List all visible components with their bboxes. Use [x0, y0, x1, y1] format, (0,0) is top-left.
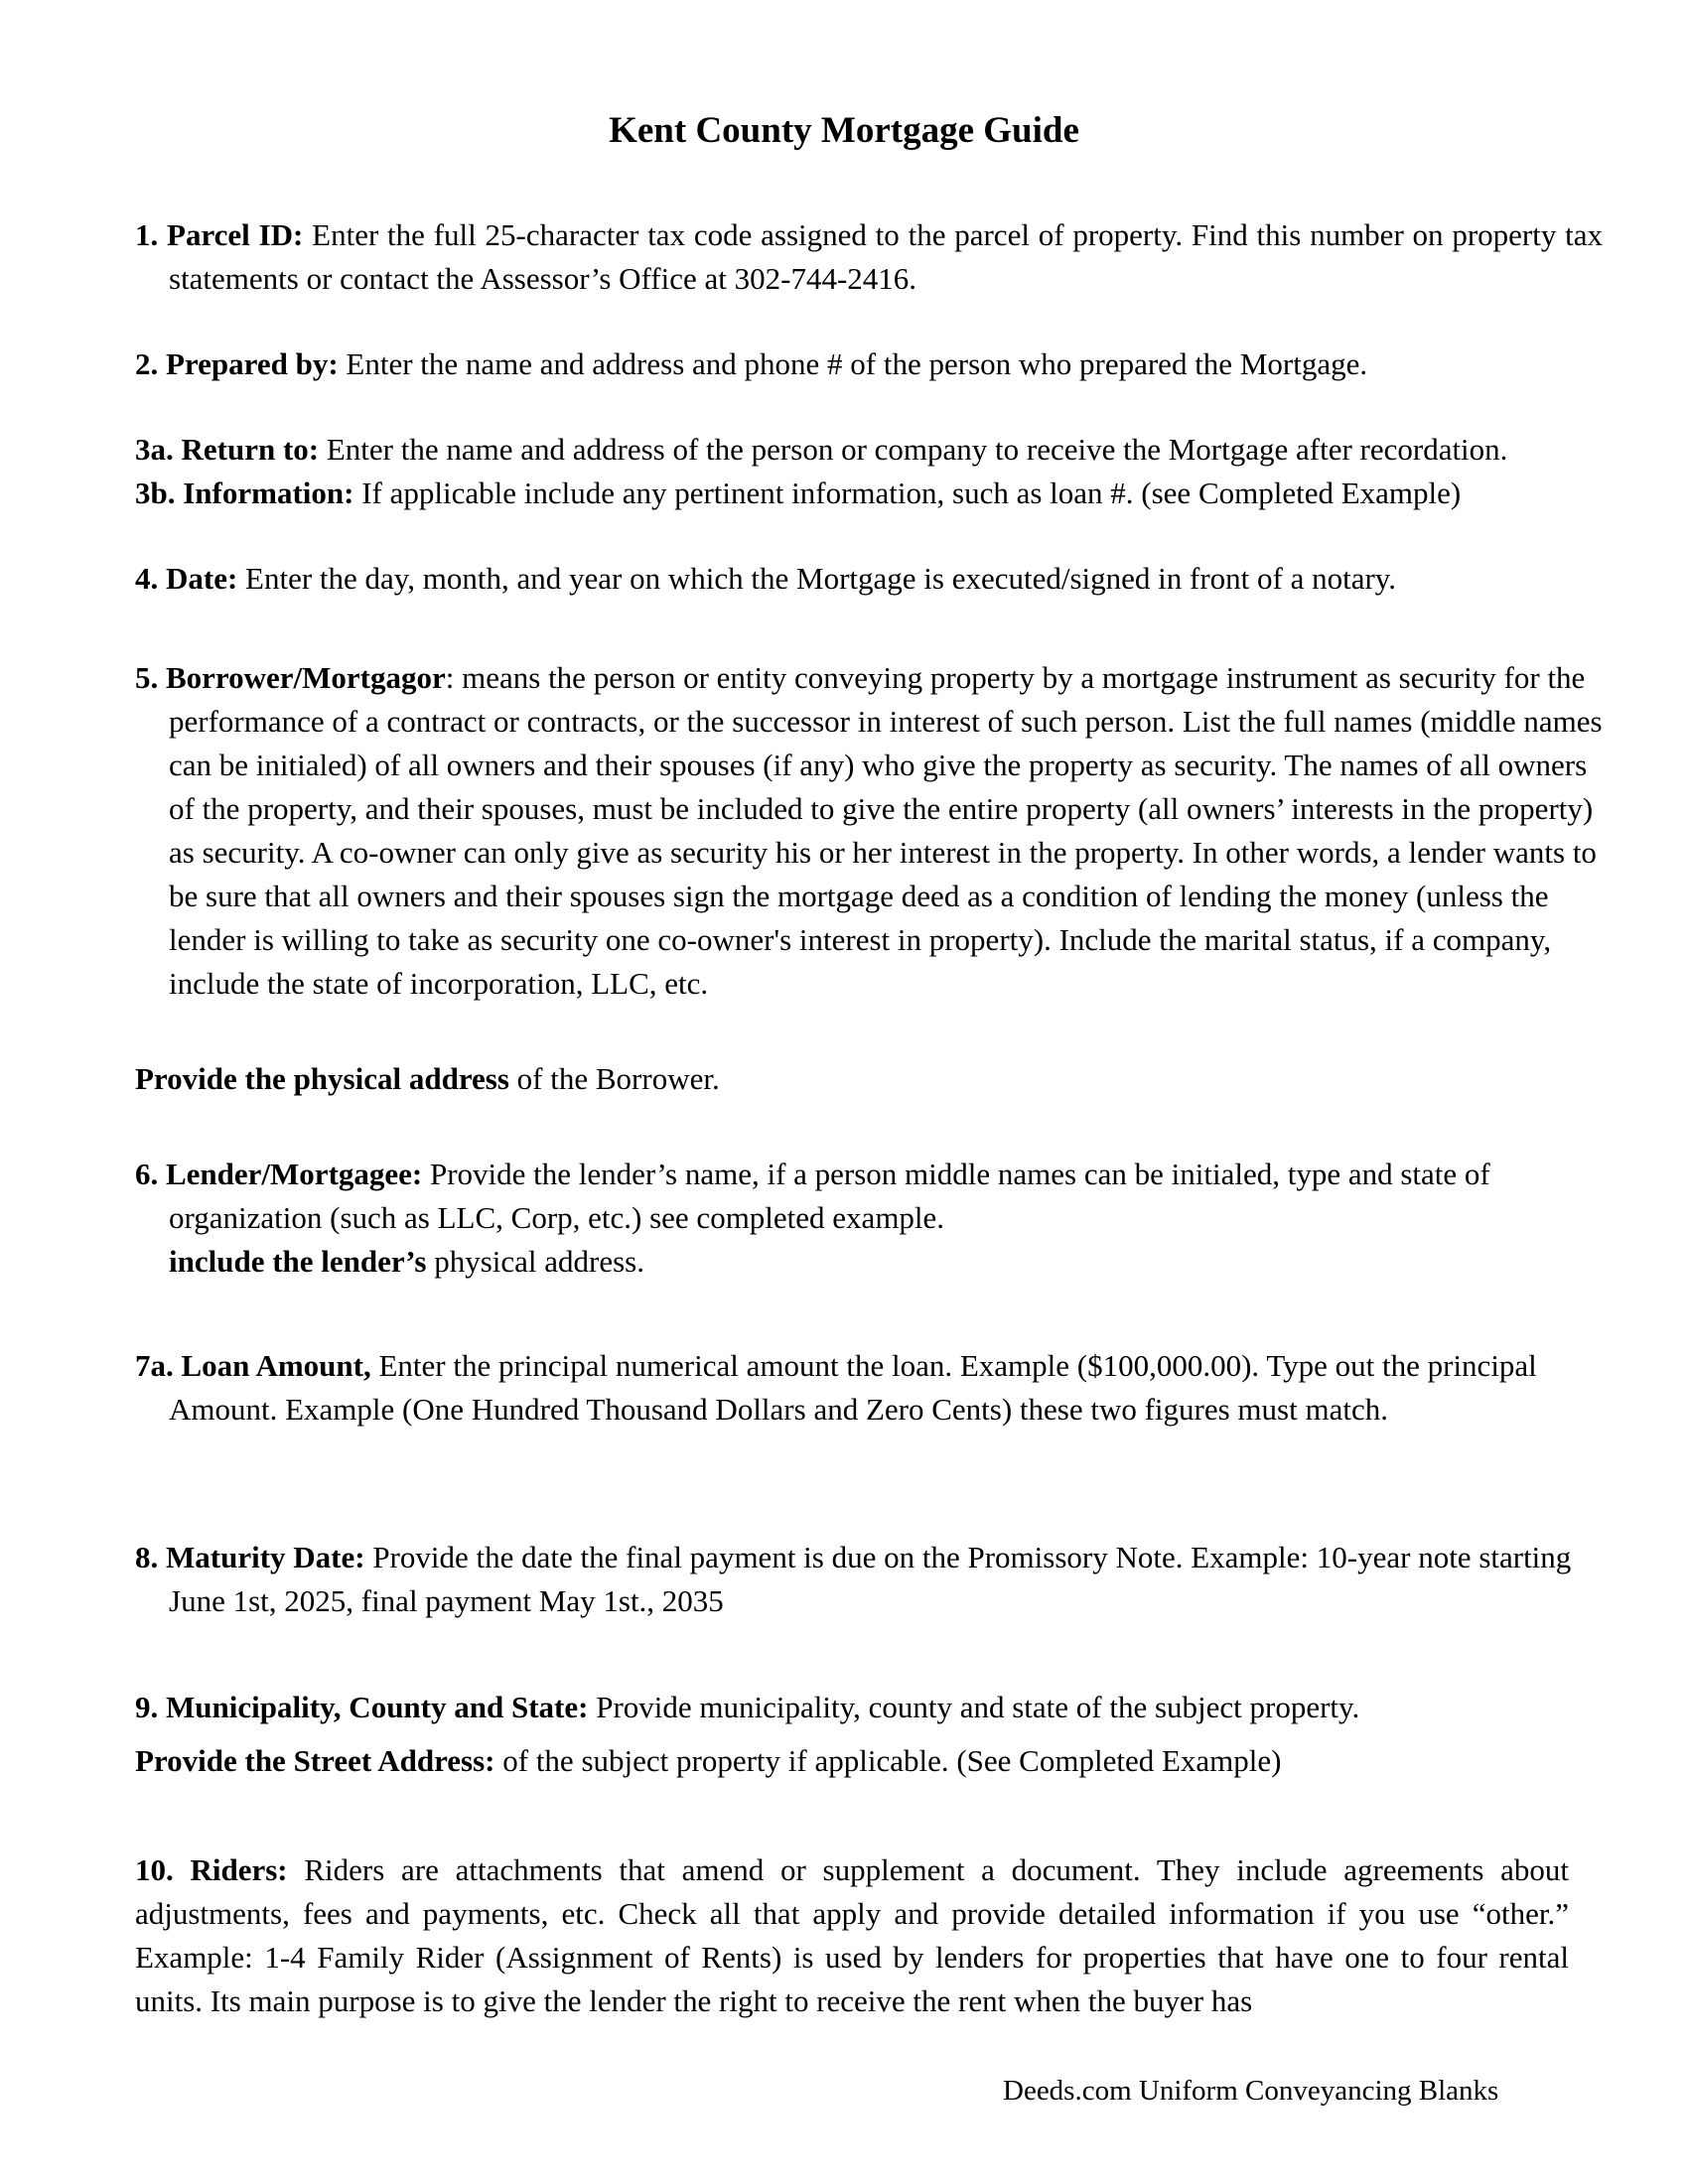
item-lender-mortgagee — [135, 1153, 1603, 1240]
item-borrower-mortgagor — [135, 656, 1603, 1006]
item-label: 10. Riders: — [135, 1852, 288, 1887]
item-text: Riders are attachments that amend or supplement a document. They include agreements about adjustments, fees and payments, etc. Check all that apply and provide detailed information if you use “other.” Example: 1-4 Family Rider (Assignment of Rents) is used by lenders for properties that have one to four rental units. Its main purpose is to give the lender the right to receive the rent when the buyer has — [135, 1852, 1569, 2018]
item-text: Enter the name and address and phone # of the person who prepared the Mortgage. — [338, 346, 1368, 381]
item-prepared-by — [135, 342, 1603, 386]
item-text: Enter the day, month, and year on which the Mortgage is executed/signed in front of a notary. — [237, 561, 1397, 596]
item-street-address — [135, 1739, 1569, 1783]
item-label: 1. Parcel ID: — [135, 217, 304, 252]
item-label: 8. Maturity Date: — [135, 1540, 365, 1574]
item-label: 3a. Return to: — [135, 432, 320, 467]
item-label: 3b. Information: — [135, 476, 354, 510]
item-text: Enter the name and address of the person or company to receive the Mortgage after recordation. — [319, 432, 1508, 467]
item-label: 6. Lender/Mortgagee: — [135, 1157, 423, 1191]
item-text: Enter the principal numerical amount the loan. Example ($100,000.00). Type out the principal Amount. Example (One Hundred Thousand Dollars and Zero Cents) these two figures must match. — [169, 1348, 1537, 1427]
item-municipality — [135, 1686, 1603, 1729]
item-label: 9. Municipality, County and State: — [135, 1690, 589, 1724]
item-maturity-date — [135, 1536, 1603, 1623]
item-information — [135, 472, 1628, 515]
item-riders — [135, 1848, 1569, 2023]
item-parcel-id — [135, 213, 1603, 301]
page-title: Kent County Mortgage Guide — [609, 110, 1079, 151]
item-text: : means the person or entity conveying property by a mortgage instrument as security for the performance of a contract or contracts, or the successor in interest of such person. List the full names (middle names can be initialed) of all owners and their spouses (if any) who give the property as security. The names of all owners of the property, and their spouses, must be included to give the entire property (all owners’ interests in the property) as security. A co-owner can only give as security his or her interest in the property. In other words, a lender wants to be sure that all owners and their spouses sign the mortgage deed as a condition of lending the money (unless the lender is willing to take as security one co-owner's interest in property). Include the marital status, if a company, include the state of incorporation, LLC, etc. — [169, 660, 1603, 1001]
item-label: 4. Date: — [135, 561, 238, 596]
item-text: If applicable include any pertinent information, such as loan #. (see Completed Example) — [353, 476, 1462, 510]
item-label: Provide the Street Address: — [135, 1743, 495, 1778]
item-loan-amount — [135, 1344, 1603, 1432]
item-return-to — [135, 428, 1628, 472]
item-label: Provide the physical address — [135, 1061, 509, 1096]
item-label: 5. Borrower/Mortgagor — [135, 660, 446, 695]
item-text: physical address. — [426, 1244, 644, 1279]
item-label: 2. Prepared by: — [135, 346, 339, 381]
item-text: Enter the full 25-character tax code assigned to the parcel of property. Find this number on property tax statements or contact the Assessor’s Office at 302-744-2416. — [169, 217, 1603, 296]
footer: Deeds.com Uniform Conveyancing Blanks — [1003, 2075, 1499, 2107]
item-label: include the lender’s — [169, 1244, 427, 1279]
item-text: of the Borrower. — [508, 1061, 720, 1096]
item-date — [135, 557, 1603, 601]
item-label: 7a. Loan Amount, — [135, 1348, 371, 1383]
item-text: Provide municipality, county and state of the subject property. — [588, 1690, 1360, 1724]
item-borrower-address — [135, 1057, 1569, 1101]
item-lender-address — [169, 1240, 1569, 1284]
item-text: of the subject property if applicable. (See Completed Example) — [494, 1743, 1282, 1778]
item-text: Provide the lender’s name, if a person middle names can be initialed, type and state of organization (such as LLC, Corp, etc.) see completed example. — [169, 1157, 1490, 1235]
item-text: Provide the date the final payment is due on the Promissory Note. Example: 10-year note starting June 1st, 2025, final payment May 1st., 2035 — [169, 1540, 1572, 1618]
